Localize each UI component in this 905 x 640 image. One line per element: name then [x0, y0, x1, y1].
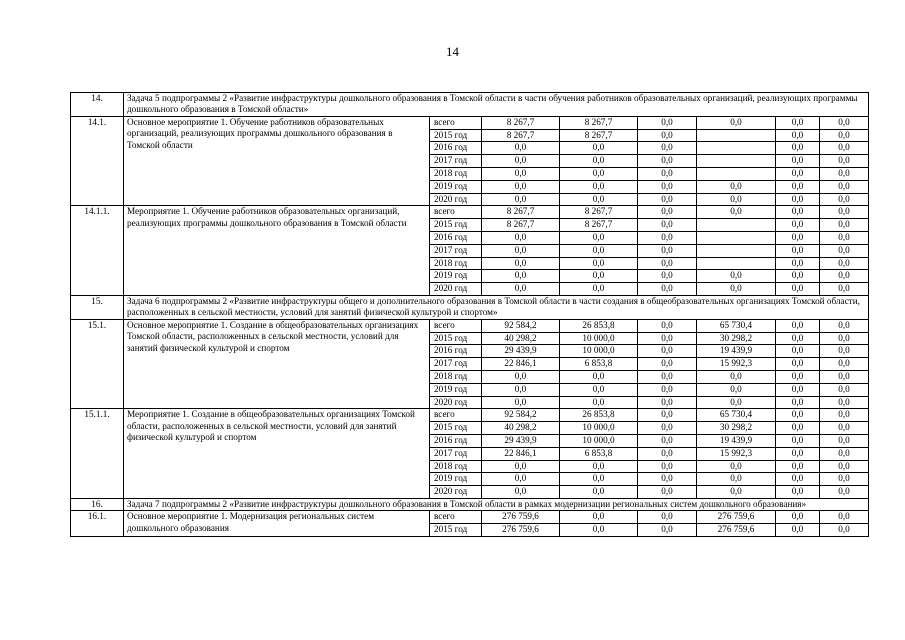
local-budget-value	[697, 231, 776, 244]
measure-year-row	[71, 409, 869, 422]
total-value: 0,0	[482, 473, 560, 486]
federal-budget-value: 0,0	[560, 383, 638, 396]
regional-budget-value: 0,0	[638, 486, 697, 499]
task-code: 14.	[71, 93, 124, 117]
other-source-2-value: 0,0	[820, 409, 869, 422]
other-source-2-value: 0,0	[820, 511, 869, 524]
federal-budget-value: 0,0	[560, 180, 638, 193]
other-source-1-value: 0,0	[776, 524, 820, 537]
other-source-1-value: 0,0	[776, 142, 820, 155]
period-label: 2020 год	[430, 396, 482, 409]
other-source-2-value: 0,0	[820, 206, 869, 219]
local-budget-value: 0,0	[697, 193, 776, 206]
federal-budget-value: 0,0	[560, 396, 638, 409]
local-budget-value	[697, 129, 776, 142]
federal-budget-value: 10 000,0	[560, 422, 638, 435]
regional-budget-value: 0,0	[638, 370, 697, 383]
total-value: 0,0	[482, 142, 560, 155]
other-source-1-value: 0,0	[776, 460, 820, 473]
local-budget-value: 0,0	[697, 396, 776, 409]
local-budget-value: 30 298,2	[697, 332, 776, 345]
task-code: 16.	[71, 498, 124, 510]
regional-budget-value: 0,0	[638, 460, 697, 473]
local-budget-value: 0,0	[697, 383, 776, 396]
total-value: 0,0	[482, 244, 560, 257]
local-budget-value	[697, 244, 776, 257]
other-source-2-value: 0,0	[820, 142, 869, 155]
federal-budget-value: 0,0	[560, 168, 638, 181]
period-label: 2015 год	[430, 422, 482, 435]
period-label: 2019 год	[430, 180, 482, 193]
task-text: Задача 5 подпрограммы 2 «Развитие инфраструктуры дошкольного образования в Томской области в части обучения работников образовательных организаций, реализующих программы дошкольного образования в Томской области»	[124, 93, 869, 117]
measure-name: Мероприятие 1. Обучение работников образовательных организаций, реализующих программы дошкольного образования в Томской области	[124, 206, 430, 296]
regional-budget-value: 0,0	[638, 358, 697, 371]
measure-code: 14.1.	[71, 116, 124, 206]
other-source-1-value: 0,0	[776, 116, 820, 129]
local-budget-value: 19 439,9	[697, 434, 776, 447]
period-label: 2019 год	[430, 383, 482, 396]
task-row	[71, 93, 869, 117]
regional-budget-value: 0,0	[638, 155, 697, 168]
total-value: 22 846,1	[482, 358, 560, 371]
regional-budget-value: 0,0	[638, 319, 697, 332]
total-value: 92 584,2	[482, 409, 560, 422]
local-budget-value	[697, 257, 776, 270]
federal-budget-value: 8 267,7	[560, 219, 638, 232]
regional-budget-value: 0,0	[638, 383, 697, 396]
local-budget-value	[697, 168, 776, 181]
local-budget-value: 0,0	[697, 486, 776, 499]
other-source-1-value: 0,0	[776, 193, 820, 206]
measure-code: 16.1.	[71, 511, 124, 537]
other-source-1-value: 0,0	[776, 409, 820, 422]
local-budget-value: 276 759,6	[697, 511, 776, 524]
measure-code: 15.1.	[71, 319, 124, 409]
local-budget-value: 65 730,4	[697, 319, 776, 332]
measure-name: Основное мероприятие 1. Создание в общеобразовательных организациях Томской области, расположенных в сельской местности, условий для занятий физической культурой и спортом	[124, 319, 430, 409]
local-budget-value: 0,0	[697, 473, 776, 486]
period-label: 2018 год	[430, 168, 482, 181]
regional-budget-value: 0,0	[638, 270, 697, 283]
other-source-1-value: 0,0	[776, 422, 820, 435]
federal-budget-value: 6 853,8	[560, 447, 638, 460]
period-label: 2019 год	[430, 270, 482, 283]
period-label: всего	[430, 409, 482, 422]
period-label: 2019 год	[430, 473, 482, 486]
regional-budget-value: 0,0	[638, 332, 697, 345]
period-label: 2016 год	[430, 142, 482, 155]
local-budget-value: 15 992,3	[697, 447, 776, 460]
total-value: 0,0	[482, 257, 560, 270]
period-label: 2016 год	[430, 231, 482, 244]
local-budget-value: 30 298,2	[697, 422, 776, 435]
federal-budget-value: 10 000,0	[560, 345, 638, 358]
other-source-2-value: 0,0	[820, 486, 869, 499]
other-source-2-value: 0,0	[820, 345, 869, 358]
total-value: 276 759,6	[482, 524, 560, 537]
local-budget-value	[697, 155, 776, 168]
regional-budget-value: 0,0	[638, 219, 697, 232]
federal-budget-value: 10 000,0	[560, 332, 638, 345]
federal-budget-value: 0,0	[560, 370, 638, 383]
total-value: 40 298,2	[482, 422, 560, 435]
other-source-2-value: 0,0	[820, 193, 869, 206]
other-source-2-value: 0,0	[820, 244, 869, 257]
federal-budget-value: 0,0	[560, 473, 638, 486]
period-label: 2020 год	[430, 283, 482, 296]
total-value: 29 439,9	[482, 434, 560, 447]
period-label: 2018 год	[430, 370, 482, 383]
regional-budget-value: 0,0	[638, 231, 697, 244]
regional-budget-value: 0,0	[638, 142, 697, 155]
federal-budget-value: 0,0	[560, 460, 638, 473]
other-source-2-value: 0,0	[820, 383, 869, 396]
period-label: 2015 год	[430, 332, 482, 345]
other-source-1-value: 0,0	[776, 447, 820, 460]
local-budget-value: 0,0	[697, 283, 776, 296]
total-value: 0,0	[482, 168, 560, 181]
other-source-2-value: 0,0	[820, 283, 869, 296]
local-budget-value: 65 730,4	[697, 409, 776, 422]
measure-year-row	[71, 319, 869, 332]
total-value: 92 584,2	[482, 319, 560, 332]
federal-budget-value: 8 267,7	[560, 116, 638, 129]
other-source-1-value: 0,0	[776, 231, 820, 244]
other-source-2-value: 0,0	[820, 319, 869, 332]
local-budget-value: 0,0	[697, 116, 776, 129]
federal-budget-value: 0,0	[560, 486, 638, 499]
other-source-1-value: 0,0	[776, 206, 820, 219]
regional-budget-value: 0,0	[638, 447, 697, 460]
other-source-2-value: 0,0	[820, 370, 869, 383]
regional-budget-value: 0,0	[638, 193, 697, 206]
total-value: 0,0	[482, 270, 560, 283]
regional-budget-value: 0,0	[638, 396, 697, 409]
other-source-2-value: 0,0	[820, 231, 869, 244]
local-budget-value: 15 992,3	[697, 358, 776, 371]
page-number: 14	[446, 44, 459, 59]
period-label: 2015 год	[430, 129, 482, 142]
other-source-2-value: 0,0	[820, 270, 869, 283]
other-source-2-value: 0,0	[820, 219, 869, 232]
other-source-1-value: 0,0	[776, 345, 820, 358]
period-label: 2017 год	[430, 155, 482, 168]
other-source-1-value: 0,0	[776, 257, 820, 270]
measure-name: Мероприятие 1. Создание в общеобразовательных организациях Томской области, расположенных в сельской местности, условий для занятий физической культурой и спортом	[124, 409, 430, 499]
task-row	[71, 295, 869, 319]
period-label: всего	[430, 511, 482, 524]
other-source-2-value: 0,0	[820, 168, 869, 181]
period-label: всего	[430, 116, 482, 129]
other-source-2-value: 0,0	[820, 129, 869, 142]
total-value: 0,0	[482, 180, 560, 193]
federal-budget-value: 0,0	[560, 524, 638, 537]
period-label: 2017 год	[430, 447, 482, 460]
regional-budget-value: 0,0	[638, 180, 697, 193]
local-budget-value: 0,0	[697, 180, 776, 193]
period-label: 2016 год	[430, 434, 482, 447]
other-source-1-value: 0,0	[776, 319, 820, 332]
regional-budget-value: 0,0	[638, 524, 697, 537]
other-source-1-value: 0,0	[776, 129, 820, 142]
other-source-1-value: 0,0	[776, 283, 820, 296]
total-value: 0,0	[482, 370, 560, 383]
other-source-2-value: 0,0	[820, 460, 869, 473]
measure-name: Основное мероприятие 1. Модернизация региональных систем дошкольного образования	[124, 511, 430, 537]
period-label: 2017 год	[430, 358, 482, 371]
total-value: 0,0	[482, 460, 560, 473]
regional-budget-value: 0,0	[638, 129, 697, 142]
regional-budget-value: 0,0	[638, 283, 697, 296]
period-label: всего	[430, 206, 482, 219]
other-source-2-value: 0,0	[820, 434, 869, 447]
measure-year-row	[71, 206, 869, 219]
regional-budget-value: 0,0	[638, 345, 697, 358]
other-source-1-value: 0,0	[776, 473, 820, 486]
other-source-1-value: 0,0	[776, 370, 820, 383]
total-value: 0,0	[482, 383, 560, 396]
federal-budget-value: 0,0	[560, 283, 638, 296]
regional-budget-value: 0,0	[638, 473, 697, 486]
total-value: 0,0	[482, 486, 560, 499]
federal-budget-value: 0,0	[560, 257, 638, 270]
other-source-1-value: 0,0	[776, 244, 820, 257]
regional-budget-value: 0,0	[638, 422, 697, 435]
other-source-1-value: 0,0	[776, 180, 820, 193]
other-source-2-value: 0,0	[820, 473, 869, 486]
federal-budget-value: 6 853,8	[560, 358, 638, 371]
other-source-1-value: 0,0	[776, 396, 820, 409]
period-label: 2020 год	[430, 193, 482, 206]
task-text: Задача 7 подпрограммы 2 «Развитие инфраструктуры дошкольного образования в Томской области в рамках модернизации региональных систем дошкольного образования»	[124, 498, 869, 510]
regional-budget-value: 0,0	[638, 409, 697, 422]
federal-budget-value: 0,0	[560, 155, 638, 168]
period-label: 2018 год	[430, 460, 482, 473]
other-source-1-value: 0,0	[776, 358, 820, 371]
other-source-1-value: 0,0	[776, 383, 820, 396]
total-value: 22 846,1	[482, 447, 560, 460]
local-budget-value: 0,0	[697, 206, 776, 219]
regional-budget-value: 0,0	[638, 206, 697, 219]
regional-budget-value: 0,0	[638, 434, 697, 447]
total-value: 0,0	[482, 396, 560, 409]
federal-budget-value: 10 000,0	[560, 434, 638, 447]
period-label: всего	[430, 319, 482, 332]
total-value: 0,0	[482, 283, 560, 296]
other-source-1-value: 0,0	[776, 270, 820, 283]
other-source-1-value: 0,0	[776, 155, 820, 168]
task-row	[71, 498, 869, 510]
regional-budget-value: 0,0	[638, 244, 697, 257]
local-budget-value: 19 439,9	[697, 345, 776, 358]
other-source-1-value: 0,0	[776, 486, 820, 499]
federal-budget-value: 8 267,7	[560, 206, 638, 219]
task-code: 15.	[71, 295, 124, 319]
regional-budget-value: 0,0	[638, 116, 697, 129]
federal-budget-value: 26 853,8	[560, 319, 638, 332]
total-value: 8 267,7	[482, 219, 560, 232]
other-source-2-value: 0,0	[820, 447, 869, 460]
local-budget-value: 0,0	[697, 460, 776, 473]
other-source-1-value: 0,0	[776, 332, 820, 345]
total-value: 8 267,7	[482, 116, 560, 129]
total-value: 40 298,2	[482, 332, 560, 345]
federal-budget-value: 26 853,8	[560, 409, 638, 422]
period-label: 2020 год	[430, 486, 482, 499]
local-budget-value	[697, 219, 776, 232]
federal-budget-value: 0,0	[560, 270, 638, 283]
other-source-2-value: 0,0	[820, 358, 869, 371]
federal-budget-value: 0,0	[560, 231, 638, 244]
other-source-1-value: 0,0	[776, 168, 820, 181]
measure-name: Основное мероприятие 1. Обучение работников образовательных организаций, реализующих программы дошкольного образования в Томской области	[124, 116, 430, 206]
local-budget-value: 0,0	[697, 270, 776, 283]
total-value: 8 267,7	[482, 129, 560, 142]
other-source-1-value: 0,0	[776, 511, 820, 524]
total-value: 0,0	[482, 231, 560, 244]
period-label: 2015 год	[430, 219, 482, 232]
other-source-2-value: 0,0	[820, 155, 869, 168]
other-source-1-value: 0,0	[776, 219, 820, 232]
other-source-1-value: 0,0	[776, 434, 820, 447]
other-source-2-value: 0,0	[820, 396, 869, 409]
local-budget-value: 276 759,6	[697, 524, 776, 537]
funding-table	[70, 92, 869, 537]
federal-budget-value: 0,0	[560, 244, 638, 257]
total-value: 276 759,6	[482, 511, 560, 524]
local-budget-value: 0,0	[697, 370, 776, 383]
other-source-2-value: 0,0	[820, 422, 869, 435]
federal-budget-value: 8 267,7	[560, 129, 638, 142]
total-value: 0,0	[482, 193, 560, 206]
regional-budget-value: 0,0	[638, 511, 697, 524]
other-source-2-value: 0,0	[820, 332, 869, 345]
federal-budget-value: 0,0	[560, 142, 638, 155]
measure-code: 15.1.1.	[71, 409, 124, 499]
task-text: Задача 6 подпрограммы 2 «Развитие инфраструктуры общего и дополнительного образования в Томской области в части создания в общеобразовательных организациях Томской области, расположенных в сельской местности, условий для занятий физической культурой и спортом»	[124, 295, 869, 319]
measure-year-row	[71, 511, 869, 524]
period-label: 2016 год	[430, 345, 482, 358]
federal-budget-value: 0,0	[560, 511, 638, 524]
period-label: 2017 год	[430, 244, 482, 257]
regional-budget-value: 0,0	[638, 168, 697, 181]
federal-budget-value: 0,0	[560, 193, 638, 206]
measure-code: 14.1.1.	[71, 206, 124, 296]
period-label: 2015 год	[430, 524, 482, 537]
total-value: 8 267,7	[482, 206, 560, 219]
local-budget-value	[697, 142, 776, 155]
other-source-2-value: 0,0	[820, 180, 869, 193]
measure-year-row	[71, 116, 869, 129]
total-value: 0,0	[482, 155, 560, 168]
total-value: 29 439,9	[482, 345, 560, 358]
other-source-2-value: 0,0	[820, 257, 869, 270]
regional-budget-value: 0,0	[638, 257, 697, 270]
other-source-2-value: 0,0	[820, 524, 869, 537]
period-label: 2018 год	[430, 257, 482, 270]
other-source-2-value: 0,0	[820, 116, 869, 129]
